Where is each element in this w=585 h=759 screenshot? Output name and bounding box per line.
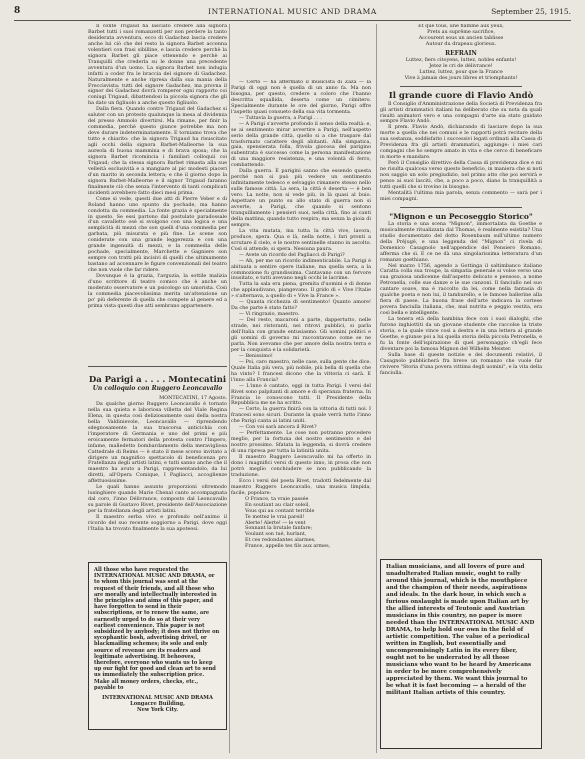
header-rule bbox=[14, 20, 571, 21]
article-divider bbox=[400, 207, 522, 208]
notice-city: New York City. bbox=[136, 707, 179, 714]
paragraph: — Poi, caro maestro, nelle case, sulla gente che dice. Quale Italia più vera, più nobile, più bella di quella che ha vinto? I francesi dicono che la vittoria ci sarà. E l'inno alla Francia? bbox=[231, 358, 371, 383]
poem-line: Alerte! Alerte! — le vent bbox=[245, 519, 306, 526]
notice-text: All those who have requested the INTERNATIONAL MUSIC AND DRAMA, or to whom this journal was sent at the request of their friends, and all those who are morally and intellectually interested in the principles and aims of this paper, and have forgotten to send in their subscriptions, or to renew the same, are earnestly urged to do so at their very earliest convenience. This paper is not subsidized by anybody; it does not thrive on sycophantic bosh, advertising drivel, or blackmailing schemes; its sole and only source of revenue are its readers and legitimate advertising. It behooves, therefore, everyone who wants us to keep up our fight for good and clean art to send us immediately the subscription price. Make all money orders, checks, etc., payable to bbox=[94, 567, 220, 691]
masthead-title: INTERNATIONAL MUSIC AND DRAMA bbox=[208, 7, 377, 16]
italian-musicians-notice bbox=[380, 559, 542, 749]
paragraph: Però il Consiglio direttivo della Cassa di previdenza dice e mi ne risulta qualcosa verso questo beneficio, in maniera che si noti non saggio un solo pregiudizio, nel primo atto che poi servirà e penso ai suoi lasciti, che, a poco a poco, diano la tranquillità a tutti quelli che si trovino in bisogno. bbox=[380, 160, 542, 190]
poem-line: Voulant son tué, hurlant, bbox=[245, 531, 307, 538]
paragraph: La vita mutata, ma tutta la città vive, lavora, produce, spera. Qua e là, nella notte, i fari pronti a scrutare il cielo, e le nostre sentinelle stanno in ascolto. Così si attende, si spera. Nessuna paura. bbox=[231, 227, 371, 252]
poem-line: Te mettez le vrai pareil! bbox=[245, 513, 305, 520]
paragraph: Sulla base di queste notizie e dei documenti relativi, il Casagnolo pubblicherà fra breve un romanzo che vuole far rivivere "Storia d'una povera vittima degli uomini", e la vita della fanciulla. bbox=[380, 351, 542, 376]
poem-line: En soutiant au clair soleil, bbox=[245, 501, 310, 508]
paragraph: — Ah, per me un ricordo indimenticabile. La Parigi è abituata a sentire opere italiane, ma quella sera, a la commozione fu grandissima. Cantavano con un fervore inusitato, e tutti avevano negli occhi le lacrime. bbox=[231, 257, 371, 282]
poem-line: O France, ta vraie passée bbox=[245, 495, 309, 502]
paragraph: — Perfettamente. Le cose non potranno procedere meglio, per la fortuna del nostro sentimento e del nostro prossimo. Sfatata la leggenda, si dovrà credere di una ripresa per tutta la latinità unita. bbox=[231, 430, 371, 455]
poem-line: Vous qui au contant terrible bbox=[245, 507, 315, 514]
page-header bbox=[14, 6, 571, 20]
paragraph: Il prem. Flavio Andò, dichiarando di lasciare dopo la sua morte a quella che nei comuni e le rapporti potrà recitare della sua sostanza, soddisfatto i successivi legati ordinati alla Cassa di Previdenza fra gli artisti drammatici, aggiunge: i miei cari compagni che ho sempre amato in vita e che cerco di beneficare in morte e mandare. bbox=[380, 124, 542, 161]
paragraph: Il maestro Ruggero Leoncavallo mi ha offerto in dono i magnifici versi di questo inno, in prosa che non potrò meglio conchiudere se non pubblicando la traduzione. bbox=[231, 454, 371, 478]
paragraph: La storia e una scena "Mignon", immortalata da Goethe e musicalmente ritualizzata dal Thomas, è realmente esistita? Una studio documentato del dotto Rosenbaum sull'ultimo numero della Préjugé, e una leggenda del "Mignon" ci rivela di Domenico Casagnolo nell'appendice del Pensiero Romano, afferma che sì. E ce ne dà una singolarissima letteratura d'un romanzo goethiano. bbox=[380, 220, 542, 263]
poem-line: Et que tous, une flamme aux yeux, bbox=[418, 24, 504, 29]
paragraph: — L'inno è cantato, oggi in tutta Parigi. I versi del Rivet sono palpitanti di amore e di speranza fraterna. In Francia lo conoscono tutti. Il Presidente della Repubblica me ne ha scritto. bbox=[231, 382, 371, 407]
paragraph: — A Parigi s'avverte profondo il senso della realtà: e, se ai sentimento mirar avvertire a Parigi, nell'aspetto serio della grande città, quello si a che traspare dal trasformato carattere degli abitanti. Alla simpatica, gaia, spensierata folla, frivola giocosa del parigino subentrata è successo come la persona manifestazione di una maggiore resistenza, e una volontà di ferro, combattendo. bbox=[231, 120, 371, 169]
paragraph: Ecco i versi del poeta Rivet, tradotti fedelmente dal maestro Ruggero Leoncavallo, una musica limpida, facile, popolare: bbox=[231, 477, 371, 496]
paragraph: Il conte Trigaud ha lasciato credere alla signora Barbet tutti i suoi romanzetti per non perdere la tanto desiderata avventura, ecco di Gadachez lascia credere anche lui ciò che del resto la signora Barbet accenna volentieri con frasi sibilline, e lascia credere perchè la signora Barbet gli piace ottenendo e perchè ai Tranquilli che crederla su le donne una precedente avventura d'un uomo. La signora Barbet non indugia infatti a coder fra le braccia del signore di Gadachez. Naturalmente e anche ripresa dalla sua mania della Freccisvista: tutti del signore Gadachez, ma provna il signor dei Gadachez dovrà romperer ogni rapporto coi coniugi Trigaud, dibattendosi la piccola signora che gli ha dato un figliuolo a anche questo figliuolo. bbox=[88, 24, 227, 107]
article-title: Da Parigi a . . . . Montecatini bbox=[88, 375, 227, 385]
paragraph: La tenera età della bambina fece con i suoi dialoghi, che furono inghiottiti da un giovane studente che raccolse la triste storia, e la quale vince così a destra e in una lettera al grande Goethe, e giunse poi a lui quella storia della piccola Petronella, e fu la fonte dell'ispirazione di quel personaggio ch'egli fece diventare poi la famosa Mignon del Wilhelm Meister. bbox=[380, 316, 542, 352]
article-title: "Mignon e un Pecoseggio Storico" bbox=[389, 211, 533, 221]
paragraph: Dalla guerra. È parigini sanno che essendo questa perché non si può più vedere un sentimento infinitamente tedesco e selvaggio rimanere stesso nello sulle famose città. La sera, la città è deserta — è ben vero. La notte, non si vede più, in là quasi al buio. Aspettare un punto su allo stato di guerra non si avverte, a Parigi, che quando si sentono tranquillamente i pensieri suoi, nella città, fino ai canti della mattina, quando tutto respira; ma senza la gioia di sempre. bbox=[231, 168, 371, 228]
refrain-line: Jetez le cri de délivrance! bbox=[429, 62, 493, 69]
article-divider bbox=[400, 86, 522, 87]
paragraph: Tutta la sala era piena, gremita d'uomini e di donne che applaudivano, piangevano. Il grido di « Vive l'Italie » s'alternava, a quello di « Vive la France ». bbox=[231, 281, 371, 300]
paragraph: — Vi ringrazio, maestro. bbox=[239, 311, 300, 318]
poem-line: Prets au suprême sacrifice, bbox=[427, 28, 495, 35]
paragraph: Come si vede, questi due atti di Pierre Veber e di Roland hanno uno spunto da pochade, ma hanno condotta da commedia. La fonte grazia è specialmente in questo. Se essi partono dal postulato paradossale d'un cavalletto osé si svolgono con una logica e una semplicità di mezzi che son quelli d'una commedia per garbata, più misurata e più fine. Le scene son coniderate con una grande leggerezza e con una grande ingenuità di mezzi, e la commedia delle pochade, specialmente, Marchette e Gagniere son sempre con tratti più incisivi di quelli che ultimamente bastano ad accennare le figure convenzionali del teatro che non vuole che far ridere. bbox=[88, 195, 227, 274]
refrain-line: Luttez, luttez, pour que la France bbox=[419, 68, 503, 75]
notice-building: Longacre Building, bbox=[130, 701, 185, 708]
refrain-line: Vive à jamais des jours libres et triomphants! bbox=[404, 74, 518, 81]
paragraph: Le quali hanno assunto proporzioni oltremodo lusinghiere quando Marie Chenal canto accompagnata dal coro, l'inno Délivrance, composto dal Leoncavallo su parole di Gustavo Rivet, presidente dell'Associazione per la fratellanza degli artisti latini. bbox=[88, 484, 227, 515]
dateline: MONTECATINI, 17 Agosto. bbox=[159, 395, 227, 401]
refrain-line: Luttez, fiers citoyens, luttez, nobles enfants! bbox=[405, 56, 517, 63]
paragraph: Nel marzo 1756, agendo a Gottinga il saltimbanco italiano Caratta colla sua troupe, la simpatia generale si volse verso una sua graziosa undicenne dall'aspetto delicato e pensoso, a nome Petronella, colle sue danze e le sue canzoni. Il fanciullo nel suo cantare soave, ma è raccolto da lei, come nella fantasia di qualche poeta e non lui, il tamburello, e le famose ballerine alla fiera di paese. La buona frase dell'arte indicava la cortese povera fanciulla italiana, che, mal nutrita e peggio vestita, era così bella e intelligente. bbox=[380, 262, 542, 317]
poem-line: Sonnant la brutale fanfare; bbox=[245, 525, 313, 532]
page-number: 8 bbox=[14, 6, 21, 16]
poem-line: Accourent sous un ancien tablisse bbox=[418, 34, 504, 41]
column-1-top bbox=[88, 24, 227, 363]
paragraph: Mentalità l'ultima mia parola, senza commento — sarà per i miei compagni. bbox=[380, 189, 542, 202]
poem-line: Autour du drapeau glorieux. bbox=[425, 40, 497, 47]
article-subtitle: Un colloquio con Ruggero Leoncavallo bbox=[92, 385, 223, 392]
paragraph: Il maestro serba vivo e profondo nell'animo il ricordo del suo recente soggiorno a Parigi, dove oggi l'Italia ha trovato finalmente la sua apoteosi. bbox=[88, 514, 227, 532]
notice-text: Italian musicians, and all lovers of pure and unadulterated Italian music, ought to rally around this journal, which is the mouthpiece and the champion of their needs, aspirations and ideals. In the dark hour, in which such a furious onslaught is made upon Italian art by the allied interests of Teutonic and Austrian musicians in this country, no paper is more needed than the INTERNATIONAL MUSIC AND DRAMA, to help hold our own in the field of artistic competition. The value of a periodical written in English, but essentially and uncompromisingly Latin in its every fiber, ought not to be underrated by all those musicians who want to be heard by Americans in order to be more comprehensively appreciated by them. We want this journal to be what it is fast becoming — a herald of the militant Italian artists of this country. bbox=[386, 564, 535, 696]
paragraph: — Benissimo! bbox=[239, 352, 273, 359]
column-3 bbox=[380, 24, 542, 554]
notice-name: INTERNATIONAL MUSIC AND DRAMA bbox=[102, 695, 213, 702]
paragraph: Dalla fiera. Quando contro Trigaud del Gadachez si saluter con un protesto qualunque la mesa al dividenza del presso Ammolo divertirsi. Ma rimane, per finir la commedia, perchè questo giunce potrebbe ma non deve durare indeterminatamente. E torniamo trova che tutto e chiarito: che la signora Trigaud ha risuscitato agli occhi della signora Barbet-Malleorne la sua aureola di buona mammina e di brava sposa; che la signora Barbet ricomincia i familiari colloquii coi Trigaud; che la stessa signora Barbet rimasta alla sue velleità esclusività e a mangiare al pic modesti piaceri d'un marito in seconda lettera; e che il giorno dopo la signora Barbet-Malleorne e il signor Trigaud faranno finalmente ciò che senza l'intervento di tanti complicati incidenti avrebbero fatto dieci mesi prima. bbox=[88, 106, 227, 196]
paragraph: Dovunque è la grazia, l'arguzia, la sottile malizia d'uno scrittore di teatro comico che è anche un moderato osservatore e un psicologo un umorista. Così la commedia piacevolissima merita un'attenzione un po' più deferente di quella che compete al genere ed a prima vista questi due atti sembrano appartenere. bbox=[88, 273, 227, 309]
paragraph: — Del resto, macaroni a parte, dappertutto, nelle strade, nei ristoranti, nei ritrovi pubblici, si parla dell'Italia con grande entusiasmo. Gli uomini politici e gli uomini di governo mi raccontavano come se ne parla. Non avevamo che per amore della nostra terra e per la conquista e la solidarietà. bbox=[231, 317, 371, 353]
paragraph: — Avete un ricordo del Pagliacci di Parigi? bbox=[239, 251, 345, 258]
paragraph: Da qualche giorno Ruggero Leoncavallo è tornato nella sua quieta e laboriosa villetta del Viale Regina Elena, in questa così deliziosamente oasi della nostra bella Valdinievole, Leoncavallo — riprendendo sdegnosamente la sua trascorsa anticichia con l'imperatore di Germania e uno del primi e più eroicamente fermatori della protesta contro l'Impero, infame, malledetto bombardamento della meravigliosa Cattedrale di Reims — è stato il mese scorso invitato a dirigere un magnifico spettacolo di beneficenza pro Fratellanza degli artisti latini, e tutti sanno anche che il maestro ha avuto a Parigi, rappresentandolo, da lui diretti, all'Opera Comique, I Pagliacci, accoglienze affettuosissime. bbox=[88, 400, 227, 485]
paragraph: — Certo — ha affermato il musicista di Zazà — la Parigi di oggi non è quella di un anno fa. Ma non bisogna, per questo, credere a coloro che l'hanno descritta squallida, deserta come un cimitero. Specialmente durante le ore del giorno, Parigi offre l'aspetto quasi consueto della sua vita tormenta. bbox=[231, 80, 371, 115]
paragraph: — Con voi sarà ancora il Rivet? bbox=[239, 424, 317, 431]
issue-date: September 25, 1915. bbox=[491, 7, 571, 16]
paragraph: — Certo, la guerra finirà con la vittoria di tutti noi. I francesi sono sicuri. Durante la quale verrà tutto l'inno che Parigi canta ai latini uniti. bbox=[231, 406, 371, 425]
refrain-title: REFRAIN bbox=[445, 49, 477, 57]
column-divider bbox=[229, 24, 230, 753]
column-divider bbox=[376, 24, 377, 753]
column-1-article bbox=[88, 375, 227, 558]
subscription-notice bbox=[88, 562, 227, 730]
article-title: Il grande cuore di Flavio Andò bbox=[388, 90, 534, 101]
article-divider bbox=[88, 366, 227, 367]
paragraph: Il Consiglio d'Amministrazione della Società di Previdenza fra gli artisti drammatici italiani ha deliberato che su nota da quali risulti animatori vero e una compagni d'arte sia stato guidato sempre Flavio Andò. bbox=[380, 100, 542, 125]
column-2 bbox=[231, 80, 371, 752]
paragraph: — Tuttavia la guerra, a Parigi . . . bbox=[239, 114, 322, 121]
paragraph: — Quanta ricchezza di sentimento! Quanto amore! Da che parte è stato fatto? bbox=[231, 299, 371, 312]
poem-line: Et ces redondantes alarmes, bbox=[245, 537, 316, 544]
poem-line: France, appelle tes fils aux armes, bbox=[245, 543, 331, 550]
